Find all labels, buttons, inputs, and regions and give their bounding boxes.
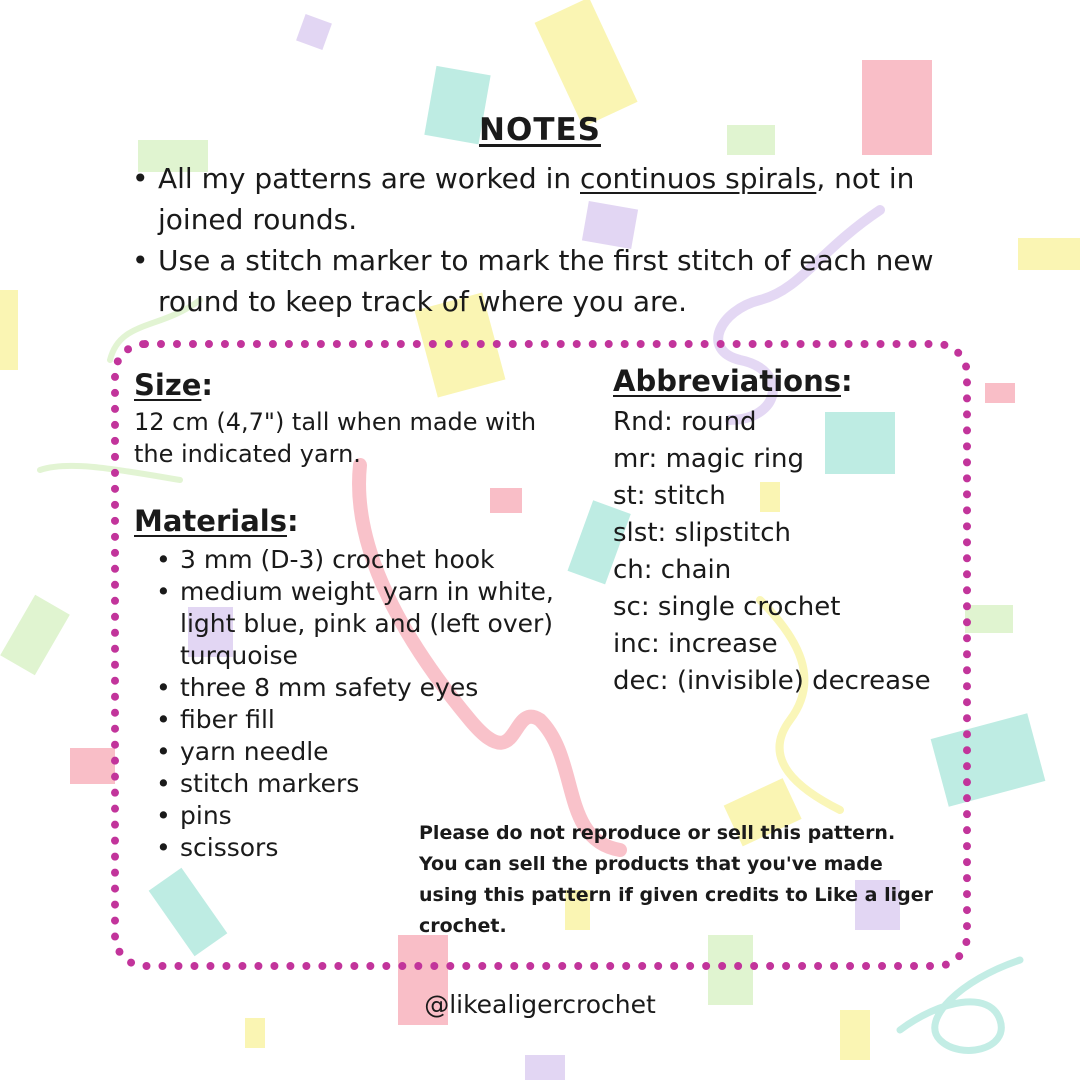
- list-item: Rnd: round: [613, 407, 757, 437]
- list-item: • scissors: [156, 832, 584, 864]
- abbreviations-heading-colon: :: [840, 364, 853, 398]
- copyright-disclaimer: Please do not reproduce or sell this pattern. You can sell the products that you've made using this pattern if given credits to Like a liger crochet.: [419, 822, 933, 937]
- abbreviations-section: [613, 364, 963, 700]
- notes-item-text: , not in joined rounds.: [158, 162, 915, 236]
- notes-list: [130, 158, 960, 322]
- materials-heading-label: Materials: [134, 504, 287, 538]
- list-item: • pins: [156, 800, 584, 832]
- size-heading-label: Size: [134, 368, 202, 402]
- list-item: inc: increase: [613, 629, 778, 659]
- list-item: • three 8 mm safety eyes: [156, 672, 584, 704]
- notes-title: NOTES: [479, 112, 601, 148]
- abbreviations-heading-label: Abbreviations: [613, 364, 841, 398]
- abbreviations-heading: [613, 364, 963, 398]
- list-item: st: stitch: [613, 481, 726, 511]
- size-section: [134, 368, 574, 470]
- list-item: • stitch markers: [156, 768, 584, 800]
- list-item: • medium weight yarn in white, light blue, pink and (left over) turquoise: [156, 576, 584, 672]
- materials-list: [134, 544, 584, 864]
- materials-section: [134, 504, 584, 864]
- list-item: mr: magic ring: [613, 444, 805, 474]
- list-item: sc: single crochet: [613, 592, 841, 622]
- list-item: ch: chain: [613, 555, 732, 585]
- notes-item-spirals: [130, 158, 960, 240]
- list-item: • yarn needle: [156, 736, 584, 768]
- notes-item-stitch-marker: • Use a stitch marker to mark the first stitch of each new round to keep track of where you are.: [130, 240, 960, 322]
- size-heading: [134, 368, 574, 402]
- notes-item-text: All my patterns are worked in: [158, 162, 580, 195]
- size-text: 12 cm (4,7") tall when made with the indicated yarn.: [134, 408, 537, 468]
- abbreviations-list: [613, 404, 963, 700]
- list-item: • 3 mm (D-3) crochet hook: [156, 544, 584, 576]
- list-item: dec: (invisible) decrease: [613, 666, 931, 696]
- materials-heading: [134, 504, 584, 538]
- size-heading-colon: :: [201, 368, 213, 402]
- social-handle: @likealigercrochet: [424, 990, 656, 1019]
- continuos-spirals-text: continuos spirals: [580, 162, 817, 195]
- list-item: slst: slipstitch: [613, 518, 791, 548]
- list-item: • fiber fill: [156, 704, 584, 736]
- materials-heading-colon: :: [286, 504, 299, 538]
